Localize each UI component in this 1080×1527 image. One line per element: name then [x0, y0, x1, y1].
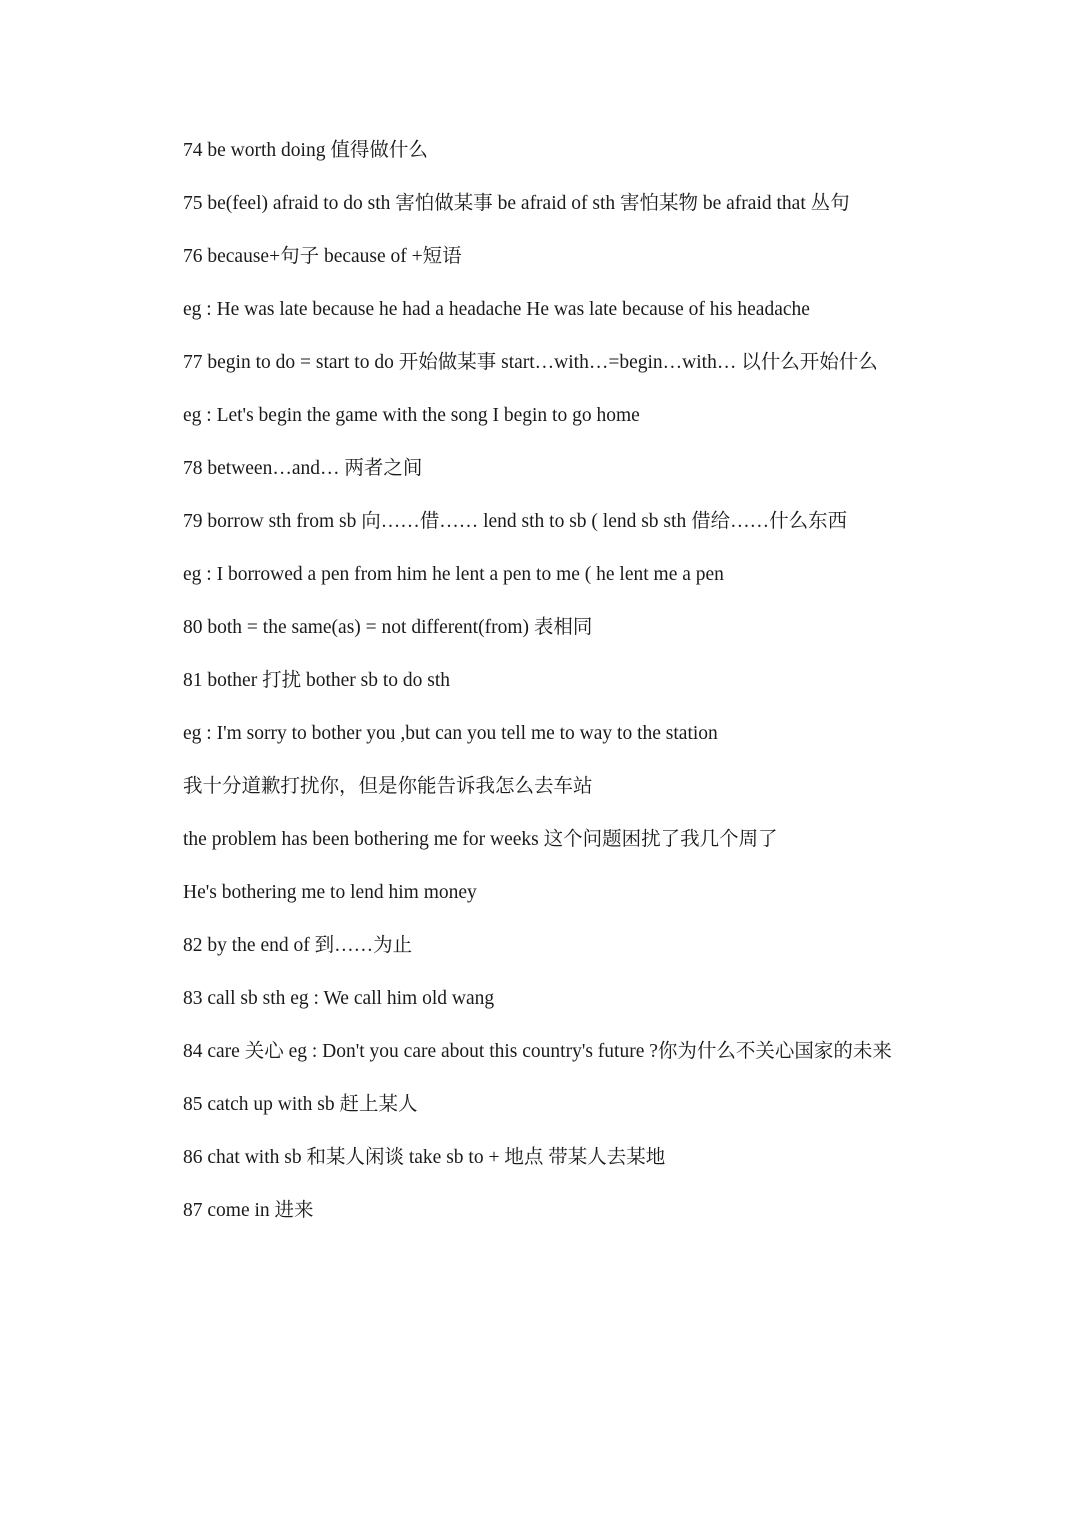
line-79: 79 borrow sth from sb 向……借…… lend sth to sb ( lend sb sth 借给……什么东西 — [183, 511, 848, 532]
line-77: 77 begin to do = start to do 开始做某事 start…with…=begin…with… 以什么开始什么 — [183, 352, 878, 373]
line-76-example: eg : He was late because he had a headache He was late because of his headache — [183, 299, 810, 320]
document-page — [183, 138, 908, 1251]
line-76: 76 because+句子 because of +短语 — [183, 246, 462, 267]
line-81: 81 bother 打扰 bother sb to do sth — [183, 670, 451, 691]
line-84: 84 care 关心 eg : Don't you care about this country's future ?你为什么不关心国家的未来 — [183, 1041, 892, 1062]
line-80: 80 both = the same(as) = not different(from) 表相同 — [183, 617, 593, 638]
line-79-example: eg : I borrowed a pen from him he lent a pen to me ( he lent me a pen — [183, 564, 724, 585]
line-86: 86 chat with sb 和某人闲谈 take sb to + 地点 带某人去某地 — [183, 1147, 666, 1168]
line-77-example: eg : Let's begin the game with the song I begin to go home — [183, 405, 640, 426]
line-81-example-3: He's bothering me to lend him money — [183, 882, 477, 903]
line-83: 83 call sb sth eg : We call him old wang — [183, 988, 495, 1009]
line-87: 87 come in 进来 — [183, 1200, 314, 1221]
line-81-example-2: the problem has been bothering me for weeks 这个问题困扰了我几个周了 — [183, 829, 778, 850]
line-81-translation: 我十分道歉打扰你，但是你能告诉我怎么去车站 — [183, 776, 593, 797]
line-82: 82 by the end of 到……为止 — [183, 935, 413, 956]
line-81-example: eg : I'm sorry to bother you ,but can you tell me to way to the station — [183, 723, 718, 744]
line-75: 75 be(feel) afraid to do sth 害怕做某事 be afraid of sth 害怕某物 be afraid that 丛句 — [183, 193, 850, 214]
line-74: 74 be worth doing 值得做什么 — [183, 140, 428, 161]
line-85: 85 catch up with sb 赶上某人 — [183, 1094, 418, 1115]
line-78: 78 between…and… 两者之间 — [183, 458, 423, 479]
